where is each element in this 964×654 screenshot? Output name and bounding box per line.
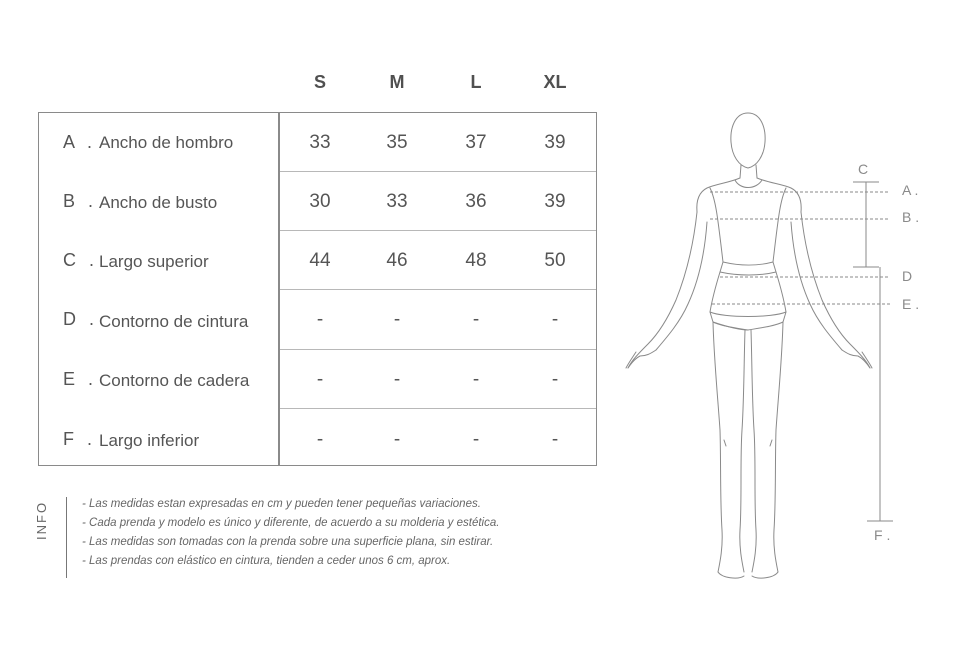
size-header-m: M bbox=[389, 72, 405, 92]
info-note: - Las medidas estan expresadas en cm y pueden tener pequeñas variaciones. bbox=[82, 498, 481, 510]
table-cell: 39 bbox=[544, 191, 566, 212]
row-divider bbox=[280, 408, 596, 409]
size-header-s: S bbox=[313, 72, 326, 92]
info-title: INFO bbox=[34, 500, 49, 540]
table-cell: 33 bbox=[386, 191, 408, 212]
table-cell: 44 bbox=[309, 250, 331, 271]
table-cell: - bbox=[393, 429, 401, 450]
info-divider bbox=[66, 497, 67, 578]
figure-label-f: F . bbox=[874, 527, 891, 543]
row-letter: D . bbox=[63, 309, 99, 329]
table-cell: 46 bbox=[386, 250, 408, 271]
row-divider bbox=[280, 171, 596, 172]
table-cell: - bbox=[472, 429, 480, 450]
row-letter: F . bbox=[63, 429, 96, 449]
table-cell: 50 bbox=[544, 250, 566, 271]
table-cell: 37 bbox=[465, 132, 487, 153]
table-cell: - bbox=[551, 309, 559, 330]
row-letter: E . bbox=[63, 369, 98, 389]
table-cell: 36 bbox=[465, 191, 487, 212]
figure-label-b: B . bbox=[902, 209, 920, 225]
table-cell: 48 bbox=[465, 250, 487, 271]
table-cell: - bbox=[316, 429, 324, 450]
row-label: Largo superior bbox=[99, 252, 209, 271]
info-note: - Las prendas con elástico en cintura, tienden a ceder unos 6 cm, aprox. bbox=[82, 555, 451, 567]
row-label: Contorno de cintura bbox=[99, 312, 249, 331]
table-cell: 39 bbox=[544, 132, 566, 153]
figure-label-e: E . bbox=[902, 296, 920, 312]
table-cell: - bbox=[472, 369, 480, 390]
table-cell: - bbox=[551, 429, 559, 450]
table-cell: 35 bbox=[386, 132, 408, 153]
table-cell: - bbox=[551, 369, 559, 390]
table-cell: 30 bbox=[309, 191, 331, 212]
table-cell: 33 bbox=[309, 132, 331, 153]
row-label: Ancho de busto bbox=[99, 193, 218, 212]
figure-label-d: D bbox=[902, 268, 913, 284]
row-label: Ancho de hombro bbox=[99, 133, 234, 152]
row-letter: A . bbox=[63, 132, 97, 152]
info-note: - Cada prenda y modelo es único y diferente, de acuerdo a su molderia y estética. bbox=[82, 517, 500, 529]
table-cell: - bbox=[393, 369, 401, 390]
size-header-l: L bbox=[470, 72, 482, 92]
size-table bbox=[38, 112, 597, 466]
body-figure-illustration bbox=[600, 100, 940, 590]
row-divider bbox=[280, 349, 596, 350]
table-cell: - bbox=[472, 309, 480, 330]
table-cell: - bbox=[316, 369, 324, 390]
info-note: - Las medidas son tomadas con la prenda sobre una superficie plana, sin estirar. bbox=[82, 536, 494, 548]
row-letter: B . bbox=[63, 191, 98, 211]
table-cell: - bbox=[316, 309, 324, 330]
figure-label-c: C bbox=[858, 161, 869, 177]
table-cell: - bbox=[393, 309, 401, 330]
row-divider bbox=[280, 289, 596, 290]
size-header-xl: XL bbox=[543, 72, 567, 92]
figure-label-a: A . bbox=[902, 182, 919, 198]
row-label: Largo inferior bbox=[99, 431, 200, 450]
row-letter: C . bbox=[63, 250, 99, 270]
row-label: Contorno de cadera bbox=[99, 371, 250, 390]
row-divider bbox=[280, 230, 596, 231]
